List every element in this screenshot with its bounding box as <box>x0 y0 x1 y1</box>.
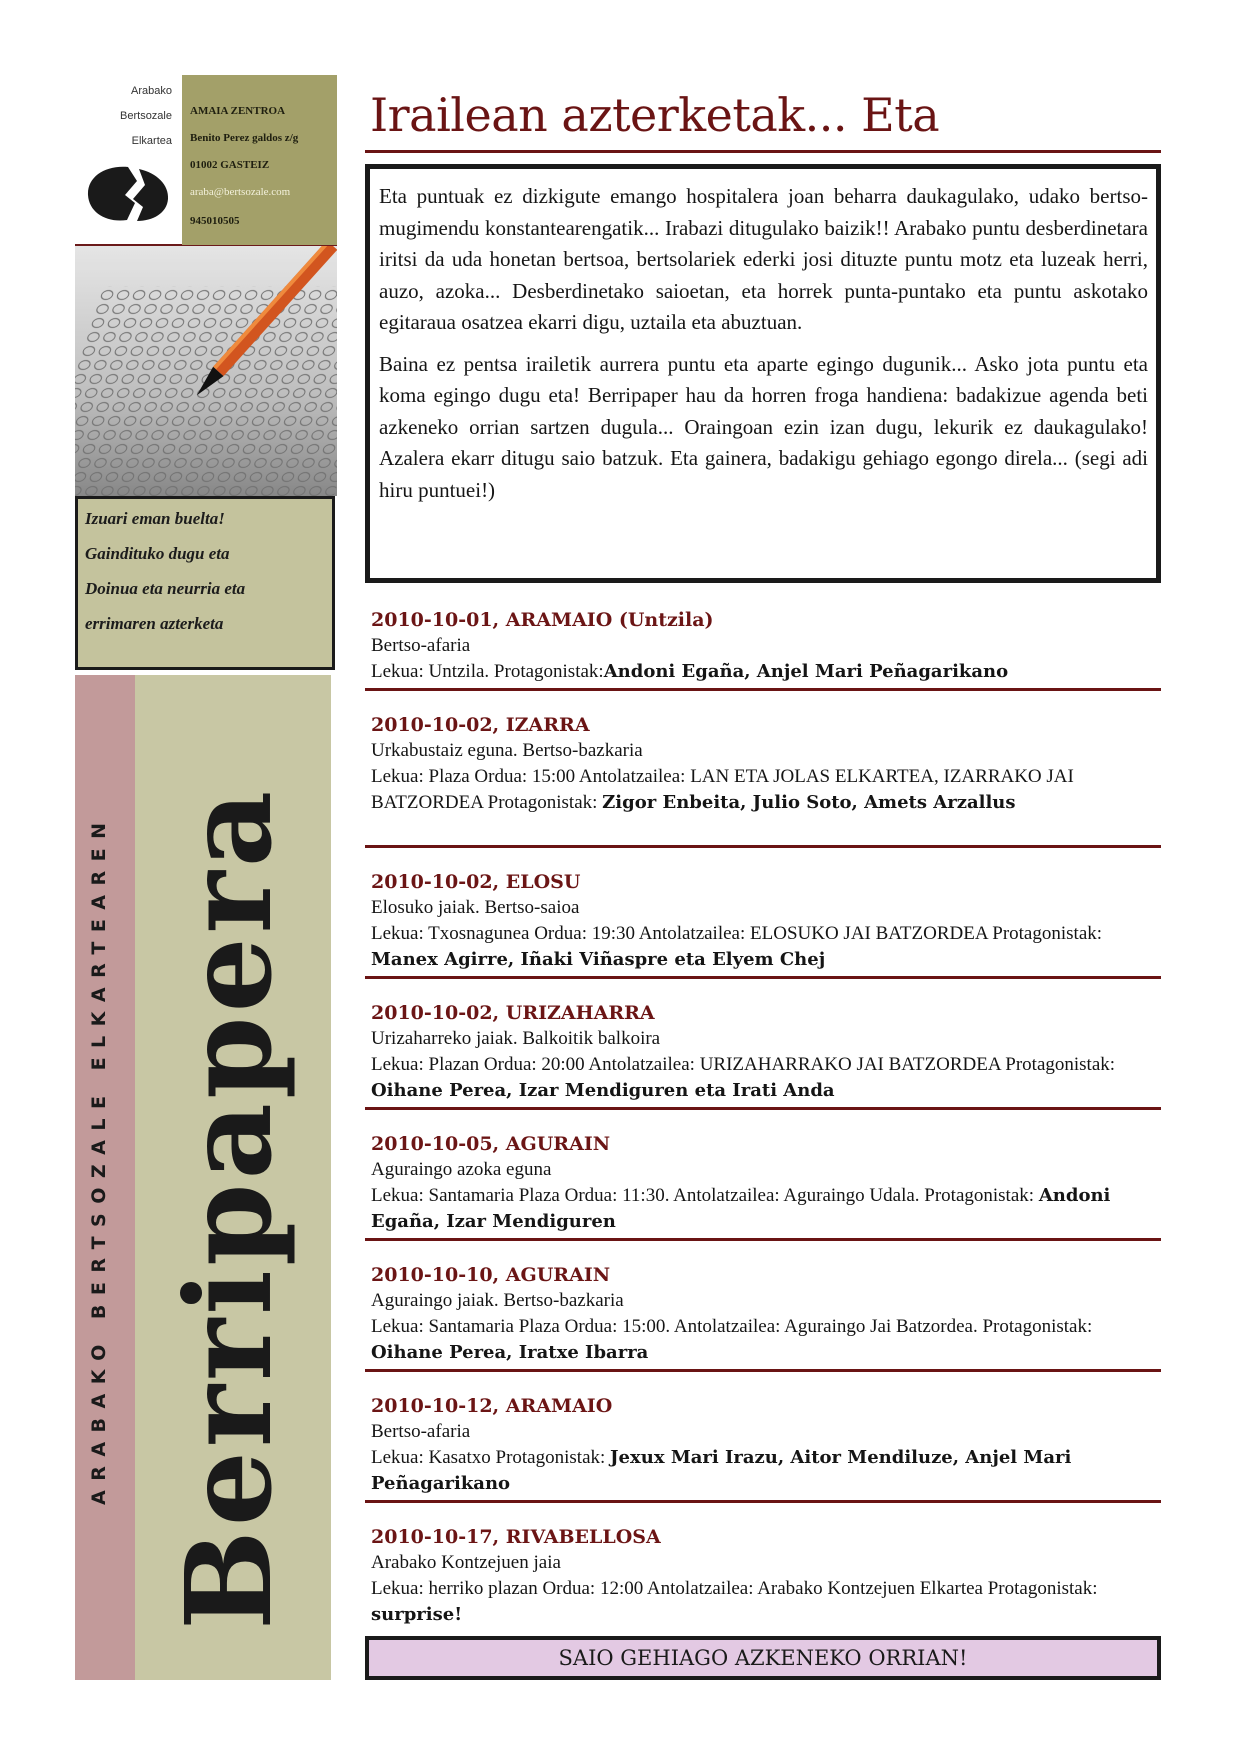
masthead-title: Berripapera <box>159 786 298 1630</box>
contact-block <box>182 75 337 245</box>
event-item <box>371 712 1161 816</box>
event-description: Elosuko jaiak. Bertso-saioa <box>371 897 580 918</box>
event-item <box>371 869 1161 973</box>
masthead-subtitle: ARABAKO BERTSOZALE ELKARTEAREN <box>88 813 110 1505</box>
event-performers: Andoni Egaña, Izar Mendiguren <box>371 1185 1111 1232</box>
contact-name: AMAIA ZENTROA <box>190 105 286 117</box>
event-details: Lekua: Santamaria Plaza Ordua: 11:30. Antolatzailea: Aguraingo Udala. Protagonistak: <box>371 1185 1039 1206</box>
intro-paragraph: Baina ez pentsa irailetik aurrera puntu eta aparte egingo dugunik... Asko jota puntu eta koma egingo dugu eta! Berripaper hau da horren froga handiena: badakizue agenda beti azkeneko orrian sartzen dugula... Oraingoan ezin izan dugu, lekurik ez daukagulako! Azalera ekarr ditugu saio batzuk. Eta gainera, badakigu gehiago egongo direla... (segi adi hiru puntuei!) <box>379 351 1148 502</box>
logo-text-line: Arabako <box>131 85 172 97</box>
event-performers: Oihane Perea, Iratxe Ibarra <box>371 1342 649 1363</box>
teaser-line: Doinua eta neurria eta <box>85 579 246 598</box>
event-performers: Oihane Perea, Izar Mendiguren eta Irati Anda <box>371 1080 835 1101</box>
event-item <box>371 1524 1161 1628</box>
event-item <box>371 607 1161 685</box>
event-item <box>371 1000 1161 1104</box>
event-description: Aguraingo jaiak. Bertso-bazkaria <box>371 1290 624 1311</box>
exam-sheet-pencil-image <box>75 246 337 496</box>
event-divider <box>365 976 1161 979</box>
event-description: Bertso-afaria <box>371 1421 471 1442</box>
event-details: Lekua: Plaza Ordua: 15:00 Antolatzailea: LAN ETA JOLAS ELKARTEA, IZARRAKO JAI BATZORDEA Protagonistak: <box>371 766 1074 813</box>
event-title: 2010-10-10, AGURAIN <box>371 1264 611 1286</box>
event-divider <box>365 1369 1161 1372</box>
contact-email[interactable]: araba@bertsozale.com <box>190 186 291 198</box>
event-divider <box>365 688 1161 691</box>
event-details: Lekua: herriko plazan Ordua: 12:00 Antolatzailea: Arabako Kontzejuen Elkartea Protagonistak: <box>371 1578 1098 1599</box>
headline-rule <box>365 150 1161 153</box>
event-info <box>371 1576 1161 1628</box>
teaser-line: Izuari eman buelta! <box>85 509 225 528</box>
event-performers: Andoni Egaña, Anjel Mari Peñagarikano <box>603 661 1009 682</box>
event-title: 2010-10-17, RIVABELLOSA <box>371 1526 661 1548</box>
event-title: 2010-10-12, ARAMAIO <box>371 1395 613 1417</box>
intro-article <box>365 164 1161 583</box>
event-info <box>371 1445 1161 1497</box>
event-item <box>371 1262 1161 1366</box>
contact-phone: 945010505 <box>190 215 240 227</box>
event-divider <box>365 845 1161 848</box>
logo-text-line: Elkartea <box>131 135 172 147</box>
event-description: Urkabustaiz eguna. Bertso-bazkaria <box>371 740 643 761</box>
contact-street: Benito Perez galdos z/g <box>190 132 299 144</box>
event-info <box>371 1314 1161 1366</box>
event-performers: Jexux Mari Irazu, Aitor Mendiluze, Anjel Mari Peñagarikano <box>371 1447 1072 1494</box>
teaser-box <box>75 496 335 670</box>
event-details: Lekua: Kasatxo Protagonistak: <box>371 1447 611 1468</box>
event-description: Aguraingo azoka eguna <box>371 1159 552 1180</box>
event-title: 2010-10-05, AGURAIN <box>371 1133 611 1155</box>
event-title: 2010-10-02, ELOSU <box>371 871 581 893</box>
contact-city: 01002 GASTEIZ <box>190 159 270 171</box>
event-description: Bertso-afaria <box>371 635 471 656</box>
event-title: 2010-10-02, IZARRA <box>371 714 590 736</box>
event-performers: Zigor Enbeita, Julio Soto, Amets Arzallus <box>602 792 1016 813</box>
teaser-line: errimaren azterketa <box>85 614 224 633</box>
event-item <box>371 1393 1161 1497</box>
event-info <box>371 1183 1161 1235</box>
event-divider <box>365 1238 1161 1241</box>
event-description: Arabako Kontzejuen jaia <box>371 1552 561 1573</box>
event-divider <box>365 1107 1161 1110</box>
bertso-logo-icon <box>85 163 171 225</box>
event-details: Lekua: Untzila. Protagonistak: <box>371 661 604 682</box>
event-description: Urizaharreko jaiak. Balkoitik balkoira <box>371 1028 661 1049</box>
event-performers: surprise! <box>371 1604 463 1625</box>
event-info <box>371 921 1161 973</box>
event-performers: Manex Agirre, Iñaki Viñaspre eta Elyem Chej <box>371 949 826 970</box>
teaser-line: Gaindituko dugu eta <box>85 544 230 563</box>
event-title: 2010-10-01, ARAMAIO (Untzila) <box>371 609 714 631</box>
event-info <box>371 659 1161 685</box>
organization-logo <box>75 75 182 246</box>
event-item <box>371 1131 1161 1235</box>
logo-text-line: Bertsozale <box>120 110 172 122</box>
event-details: Lekua: Txosnagunea Ordua: 19:30 Antolatzailea: ELOSUKO JAI BATZORDEA Protagonistak: <box>371 923 1103 944</box>
more-events-banner: SAIO GEHIAGO AZKENEKO ORRIAN! <box>365 1636 1161 1680</box>
event-divider <box>365 1500 1161 1503</box>
event-info <box>371 1052 1161 1104</box>
event-details: Lekua: Santamaria Plaza Ordua: 15:00. Antolatzailea: Aguraingo Jai Batzordea. Protagonistak: <box>371 1316 1093 1337</box>
intro-paragraph: Eta puntuak ez dizkigute emango hospitalera joan beharra daukagulako, udako bertso-mugimendu konstantearengatik... Irabazi ditugulako baizik!! Arabako puntu desberdinetara iritsi da uda honetan bertsoa, bertsolariek ederki josi dituzte puntu motz eta luzeak herri, auzo, azoka... Desberdinetako saioetan, eta horrek punta-puntako eta puntu askotako egitaraua osatzea ekarri digu, uztaila eta abuztuan. <box>379 184 1148 334</box>
page-headline: Irailean azterketak... Eta <box>370 88 940 142</box>
event-info <box>371 764 1161 816</box>
event-title: 2010-10-02, URIZAHARRA <box>371 1002 655 1024</box>
event-details: Lekua: Plazan Ordua: 20:00 Antolatzailea: URIZAHARRAKO JAI BATZORDEA Protagonistak: <box>371 1054 1116 1075</box>
